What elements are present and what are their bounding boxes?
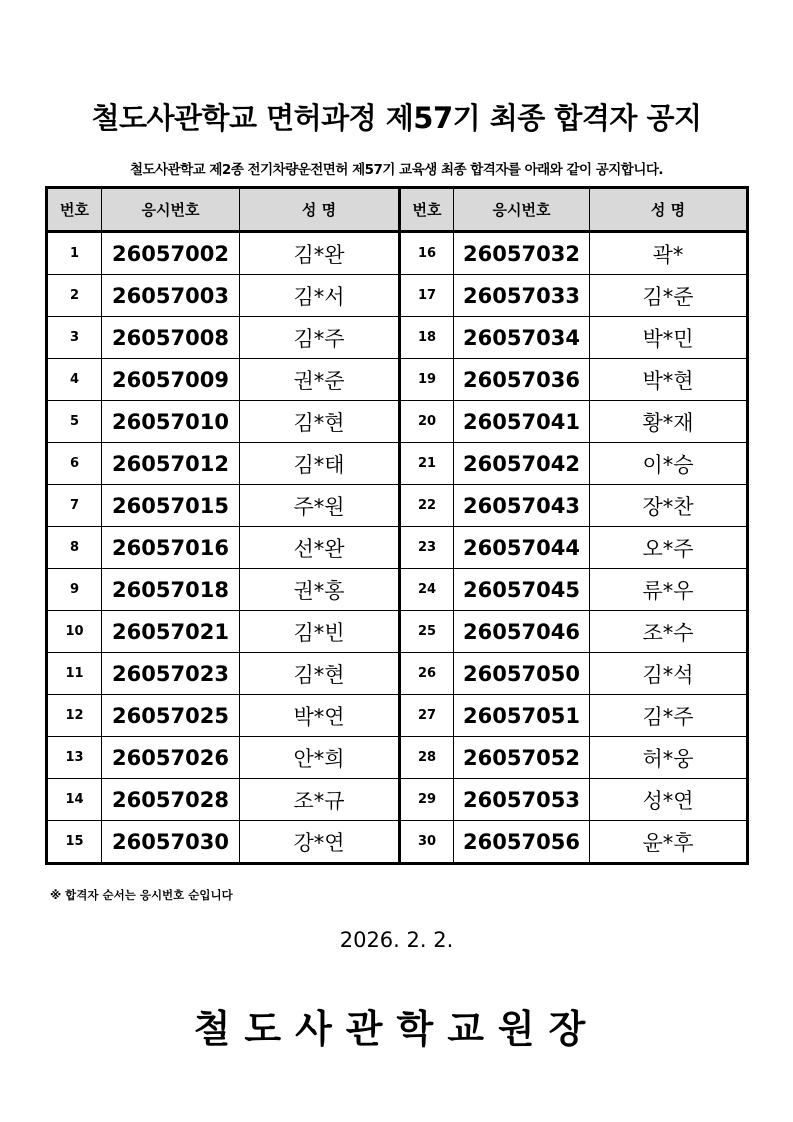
number-cell: 25	[400, 611, 454, 653]
exam-id-cell: 26057044	[454, 527, 590, 569]
number-cell: 19	[400, 359, 454, 401]
table-row	[47, 737, 748, 779]
number-cell: 16	[400, 232, 454, 275]
number-cell: 29	[400, 779, 454, 821]
date: 2026. 2. 2.	[339, 928, 454, 952]
number-cell: 11	[47, 653, 102, 695]
exam-id-cell: 26057021	[102, 611, 240, 653]
number-cell: 27	[400, 695, 454, 737]
name-cell: 류*우	[590, 569, 748, 611]
table-row	[47, 779, 748, 821]
exam-id-cell: 26057051	[454, 695, 590, 737]
name-cell: 김*빈	[240, 611, 400, 653]
name-cell: 성*연	[590, 779, 748, 821]
number-cell: 2	[47, 275, 102, 317]
name-cell: 윤*후	[590, 821, 748, 864]
table-row	[47, 527, 748, 569]
name-cell: 선*완	[240, 527, 400, 569]
number-cell: 18	[400, 317, 454, 359]
exam-id-cell: 26057023	[102, 653, 240, 695]
number-cell: 28	[400, 737, 454, 779]
exam-id-cell: 26057046	[454, 611, 590, 653]
name-cell: 김*현	[240, 401, 400, 443]
name-cell: 김*현	[240, 653, 400, 695]
exam-id-cell: 26057015	[102, 485, 240, 527]
exam-id-cell: 26057033	[454, 275, 590, 317]
name-cell: 장*찬	[590, 485, 748, 527]
name-cell: 이*승	[590, 443, 748, 485]
name-cell: 박*현	[590, 359, 748, 401]
header-name: 성 명	[240, 188, 400, 232]
number-cell: 20	[400, 401, 454, 443]
signature: 철도사관학교원장	[193, 1007, 600, 1051]
name-cell: 김*준	[590, 275, 748, 317]
exam-id-cell: 26057012	[102, 443, 240, 485]
number-cell: 13	[47, 737, 102, 779]
name-cell: 김*완	[240, 232, 400, 275]
table-row	[47, 611, 748, 653]
number-cell: 17	[400, 275, 454, 317]
number-cell: 10	[47, 611, 102, 653]
number-cell: 26	[400, 653, 454, 695]
exam-id-cell: 26057045	[454, 569, 590, 611]
name-cell: 박*연	[240, 695, 400, 737]
name-cell: 박*민	[590, 317, 748, 359]
table-row	[47, 317, 748, 359]
table-row	[47, 821, 748, 864]
number-cell: 30	[400, 821, 454, 864]
table-row	[47, 653, 748, 695]
subtitle: 철도사관학교 제2종 전기차량운전면허 제57기 교육생 최종 합격자를 아래와 같이 공지합니다.	[129, 162, 664, 178]
exam-id-cell: 26057016	[102, 527, 240, 569]
name-cell: 안*희	[240, 737, 400, 779]
table-row	[47, 569, 748, 611]
exam-id-cell: 26057056	[454, 821, 590, 864]
exam-id-cell: 26057018	[102, 569, 240, 611]
table-header-row	[47, 188, 748, 232]
name-cell: 곽*	[590, 232, 748, 275]
header-number-2: 번호	[400, 188, 454, 232]
number-cell: 14	[47, 779, 102, 821]
header-number: 번호	[47, 188, 102, 232]
name-cell: 김*주	[240, 317, 400, 359]
table-row	[47, 443, 748, 485]
table-row	[47, 359, 748, 401]
name-cell: 김*서	[240, 275, 400, 317]
exam-id-cell: 26057053	[454, 779, 590, 821]
number-cell: 6	[47, 443, 102, 485]
exam-id-cell: 26057003	[102, 275, 240, 317]
name-cell: 조*수	[590, 611, 748, 653]
number-cell: 3	[47, 317, 102, 359]
name-cell: 김*주	[590, 695, 748, 737]
number-cell: 4	[47, 359, 102, 401]
exam-id-cell: 26057028	[102, 779, 240, 821]
page-title: 철도사관학교 면허과정 제57기 최종 합격자 공지	[91, 101, 702, 135]
name-cell: 강*연	[240, 821, 400, 864]
number-cell: 23	[400, 527, 454, 569]
results-table	[45, 186, 749, 865]
exam-id-cell: 26057010	[102, 401, 240, 443]
name-cell: 황*재	[590, 401, 748, 443]
header-exam-id: 응시번호	[102, 188, 240, 232]
number-cell: 1	[47, 232, 102, 275]
exam-id-cell: 26057032	[454, 232, 590, 275]
table-row	[47, 232, 748, 275]
name-cell: 권*홍	[240, 569, 400, 611]
table-body	[47, 232, 748, 864]
exam-id-cell: 26057026	[102, 737, 240, 779]
number-cell: 12	[47, 695, 102, 737]
number-cell: 9	[47, 569, 102, 611]
number-cell: 15	[47, 821, 102, 864]
table-row	[47, 275, 748, 317]
number-cell: 8	[47, 527, 102, 569]
name-cell: 허*웅	[590, 737, 748, 779]
header-exam-id-2: 응시번호	[454, 188, 590, 232]
table-row	[47, 695, 748, 737]
number-cell: 5	[47, 401, 102, 443]
table-row	[47, 401, 748, 443]
name-cell: 주*원	[240, 485, 400, 527]
number-cell: 7	[47, 485, 102, 527]
exam-id-cell: 26057041	[454, 401, 590, 443]
footnote: ※ 합격자 순서는 응시번호 순입니다	[50, 888, 233, 902]
number-cell: 21	[400, 443, 454, 485]
exam-id-cell: 26057030	[102, 821, 240, 864]
exam-id-cell: 26057050	[454, 653, 590, 695]
exam-id-cell: 26057052	[454, 737, 590, 779]
name-cell: 권*준	[240, 359, 400, 401]
exam-id-cell: 26057025	[102, 695, 240, 737]
header-name-2: 성 명	[590, 188, 748, 232]
exam-id-cell: 26057043	[454, 485, 590, 527]
number-cell: 22	[400, 485, 454, 527]
exam-id-cell: 26057034	[454, 317, 590, 359]
exam-id-cell: 26057042	[454, 443, 590, 485]
exam-id-cell: 26057008	[102, 317, 240, 359]
exam-id-cell: 26057036	[454, 359, 590, 401]
name-cell: 김*태	[240, 443, 400, 485]
exam-id-cell: 26057009	[102, 359, 240, 401]
name-cell: 조*규	[240, 779, 400, 821]
exam-id-cell: 26057002	[102, 232, 240, 275]
number-cell: 24	[400, 569, 454, 611]
table-row	[47, 485, 748, 527]
name-cell: 김*석	[590, 653, 748, 695]
name-cell: 오*주	[590, 527, 748, 569]
